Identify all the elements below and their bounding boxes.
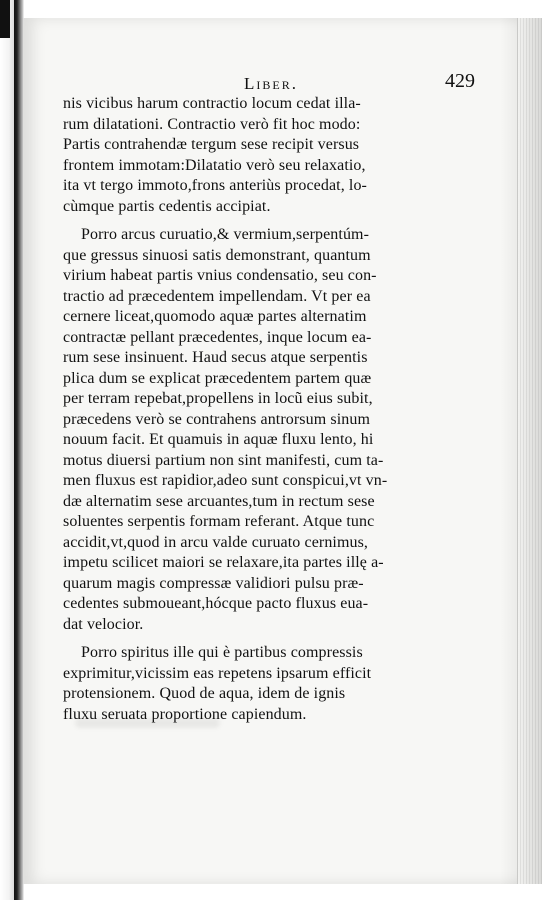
- paragraph-gap: [63, 217, 491, 225]
- text-line: men fluxus est rapidior,adeo sunt conspicui,vt vn-: [63, 472, 388, 489]
- text-line: nouum facit. Et quamuis in aquæ fluxu lento, hi: [63, 431, 374, 448]
- scan-corner-mark: [0, 0, 10, 38]
- text-line: rum dilatationi. Contractio verò fit hoc modo:: [63, 115, 361, 133]
- text-line: cedentes submoueant,hócque pacto fluxus eua-: [63, 595, 369, 612]
- text-line: frontem immotam:Dilatatio verò seu relaxatio,: [63, 156, 366, 174]
- text-line: ita vt tergo immoto,frons anteriùs procedat, lo-: [63, 177, 367, 194]
- text-line: quarum magis compressæ validiori pulsu præ-: [63, 574, 364, 592]
- text-line: Partis contrahendæ tergum sese recipit versus: [63, 136, 360, 153]
- text-line: Porro spiritus ille qui è partibus compressis: [81, 644, 363, 661]
- text-line: plica dum se explicat præcedentem partem quæ: [63, 369, 372, 387]
- book-page: [22, 18, 519, 884]
- text-line: exprimitur,vicissim eas repetens ipsarum efficit: [63, 664, 372, 682]
- page-edge-shadow: [500, 18, 518, 884]
- text-line: dæ alternatim sese arcuantes,tum in rectum sese: [63, 492, 375, 510]
- text-line: fluxu seruata proportione capiendum.: [63, 705, 307, 723]
- text-line: nis vicibus harum contractio locum cedat illa-: [63, 95, 361, 112]
- main-text: [63, 94, 491, 725]
- text-line: motus diuersi partium non sint manifesti, cum ta-: [63, 451, 384, 469]
- text-line: rum sese insinuent. Haud secus atque serpentis: [63, 349, 368, 366]
- text-line: cernere liceat,quomodo aquæ partes alternatim: [63, 308, 367, 325]
- running-head: Liber.: [244, 74, 298, 93]
- text-line: præcedens verò se contrahens antrorsum sinum: [63, 410, 370, 428]
- text-line: virium habeat partis vnius condensatio, seu con-: [63, 267, 377, 284]
- ink-smudge: [75, 718, 220, 728]
- text-line: dat velocior.: [63, 615, 144, 633]
- paragraph-gap: [63, 635, 491, 643]
- text-line: Porro arcus curuatio,& vermium,serpentúm-: [81, 226, 370, 243]
- text-line: soluentes serpentis formam referant. Atque tunc: [63, 513, 375, 530]
- page-number: 429: [445, 70, 475, 92]
- text-line: accidit,vt,quod in arcu valde curuato cernimus,: [63, 533, 369, 551]
- text-line: protensionem. Quod de aqua, idem de ignis: [63, 685, 346, 702]
- page-edges-stack: [517, 18, 542, 884]
- text-line: que gressus sinuosi satis demonstrant, quantum: [63, 246, 371, 264]
- text-line: cùmque partis cedentis accipiat.: [63, 197, 271, 215]
- text-line: contractæ pellant præcedentes, inque locum ea-: [63, 328, 372, 346]
- text-line: tractio ad præcedentem impellendam. Vt per ea: [63, 287, 371, 305]
- text-line: per terram repebat,propellens in locũ eius subit,: [63, 390, 373, 407]
- page-header: [23, 44, 519, 93]
- text-line: impetu scilicet maiori se relaxare,ita partes illę a-: [63, 554, 384, 571]
